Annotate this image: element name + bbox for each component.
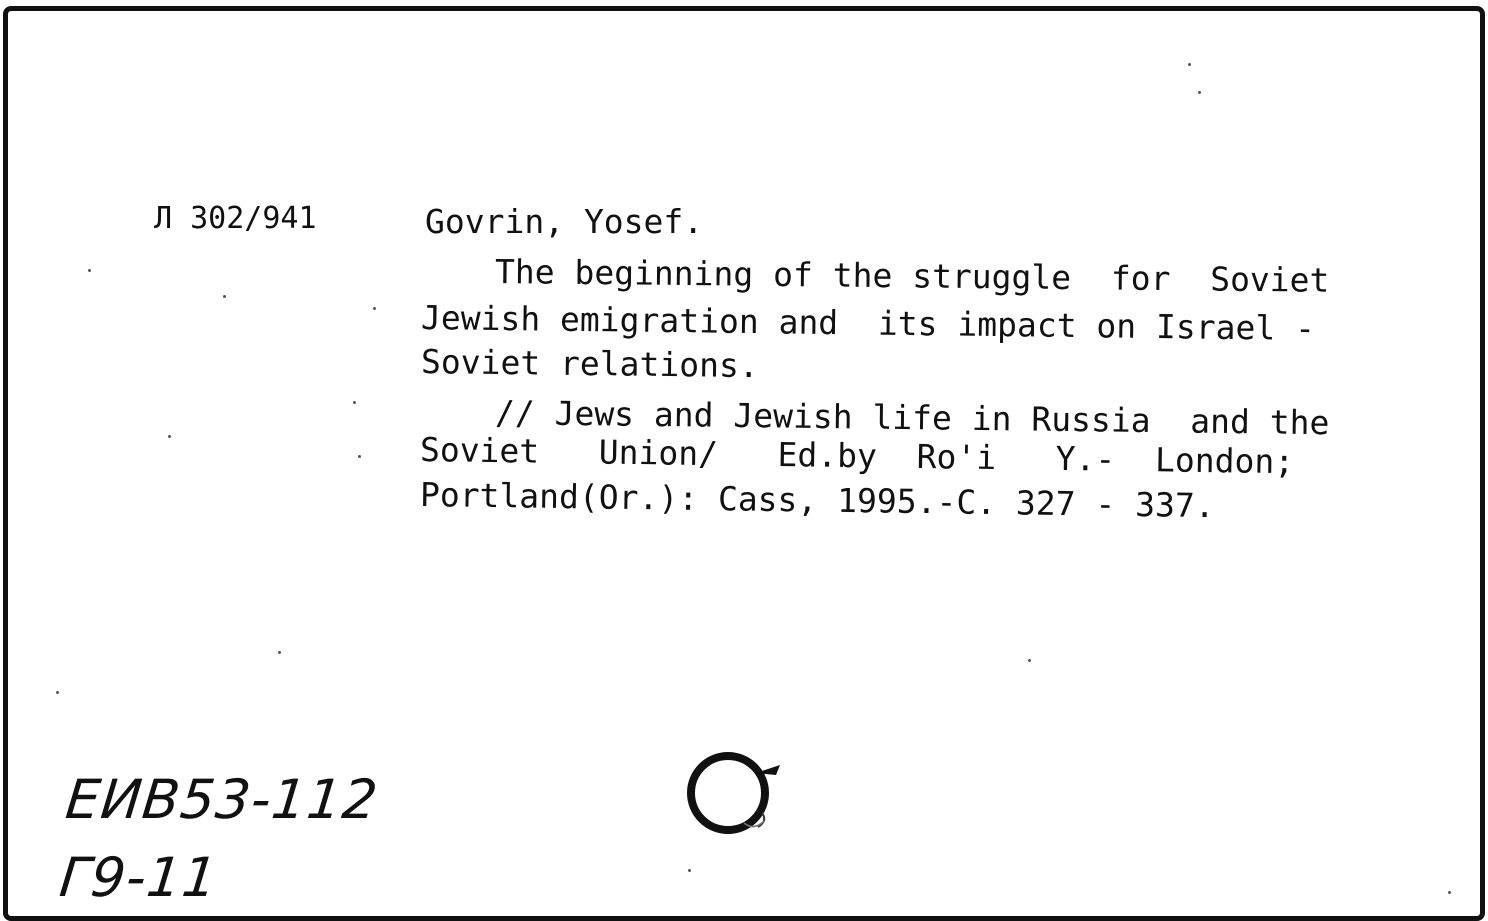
- scan-speck: [1028, 659, 1031, 662]
- scan-speck: [1198, 91, 1201, 94]
- scan-speck: [358, 455, 361, 458]
- entry-title-line-3: Soviet relations.: [420, 342, 759, 386]
- shelf-mark-primary: ЕИВ53-112: [62, 768, 382, 831]
- ring-hole-icon: [684, 751, 824, 851]
- scan-speck: [1448, 891, 1451, 894]
- scan-speck: [278, 651, 281, 654]
- scan-speck: [223, 295, 226, 298]
- entry-author: Govrin, Yosef.: [425, 202, 704, 241]
- catalog-card: [3, 6, 1485, 921]
- scan-speck: [688, 869, 691, 872]
- entry-title-line-1: The beginning of the struggle for Soviet: [494, 252, 1330, 300]
- scan-speck: [88, 269, 91, 272]
- scan-speck: [373, 307, 376, 310]
- scan-speck: [168, 435, 171, 438]
- entry-title-line-2: Jewish emigration and its impact on Israel -: [420, 298, 1316, 348]
- scan-speck: [1188, 63, 1191, 66]
- shelf-mark-secondary: Г9-11: [56, 846, 222, 909]
- entry-source-line-3: Portland(Or.): Cass, 1995.-C. 327 - 337.: [419, 475, 1215, 526]
- scan-speck: [353, 401, 356, 404]
- entry-source-line-2: Soviet Union/ Ed.by Ro'i Y.- London;: [419, 430, 1295, 482]
- entry-source-line-1: // Jews and Jewish life in Russia and the: [494, 393, 1330, 443]
- call-number: Л 302/941: [154, 201, 317, 236]
- scan-speck: [56, 691, 59, 694]
